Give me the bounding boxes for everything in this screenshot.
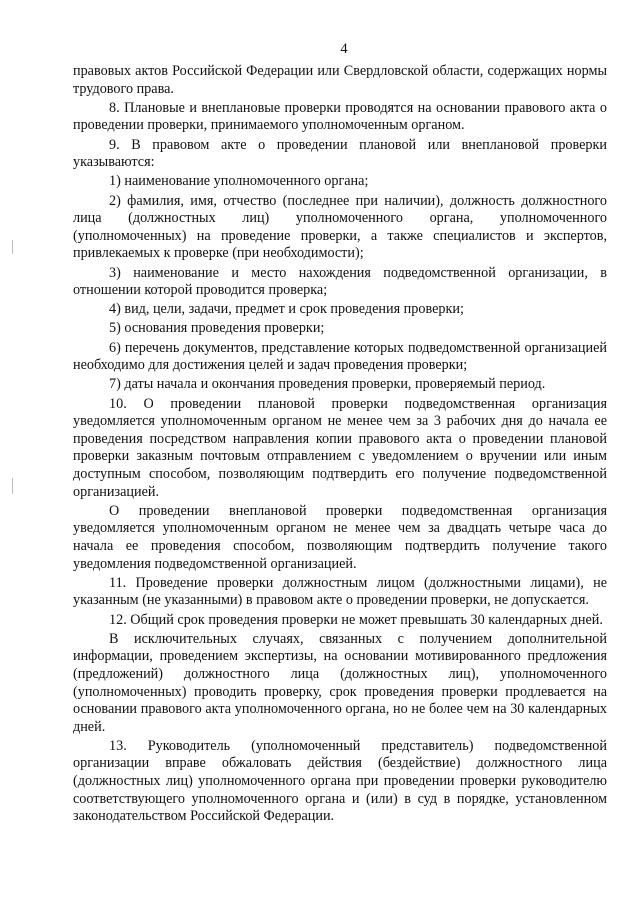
- paragraph-continuation: правовых актов Российской Федерации или Свердловской области, содержащих нормы трудового права.: [73, 63, 607, 97]
- list-item-4: 4) вид, цели, задачи, предмет и срок проведения проверки;: [109, 301, 464, 318]
- paragraph-item-13: 13. Руководитель (уполномоченный представитель) подведомственной организации вправе обжаловать действия (бездействие) должностного лица (должностных лиц) уполномоченного органа при проведении проверки руководителю соответствующего уполномоченного органа и (или) в суд в порядке, установленном законодательством Российской Федерации.: [73, 737, 607, 825]
- margin-mark: [12, 240, 13, 254]
- document-body: [73, 63, 607, 826]
- paragraph-item-10: 10. О проведении плановой проверки подведомственная организация уведомляется уполномоченным органом не менее чем за 3 рабочих дня до начала ее проведения посредством направления копии правового акта о проведении плановой проверки заказным почтовым отправлением с уведомлением о вручении или иным доступным способом, позволяющим подтвердить его получение подведомственной организацией.: [73, 395, 607, 500]
- list-item-2: 2) фамилия, имя, отчество (последнее при наличии), должность должностного лица (должностных лиц) уполномоченного органа, уполномоченного (уполномоченных) на проведение проверки, а также специалистов и экспертов, привлекаемых к проверке (при необходимости);: [73, 192, 607, 262]
- paragraph-item-8: 8. Плановые и внеплановые проверки проводятся на основании правового акта о проведении проверки, принимаемого уполномоченным органом.: [73, 99, 607, 134]
- list-item-7: 7) даты начала и окончания проведения проверки, проверяемый период.: [109, 376, 546, 393]
- list-item-3: 3) наименование и место нахождения подведомственной организации, в отношении которой проводится проверка;: [73, 264, 607, 299]
- list-item-6: 6) перечень документов, представление которых подведомственной организацией необходимо для достижения целей и задач проведения проверки;: [73, 339, 607, 374]
- list-item-5: 5) основания проведения проверки;: [109, 320, 325, 337]
- list-item-1: 1) наименование уполномоченного органа;: [109, 173, 369, 190]
- paragraph-item-9: 9. В правовом акте о проведении плановой или внеплановой проверки указываются:: [73, 136, 607, 171]
- paragraph-item-12: 12. Общий срок проведения проверки не может превышать 30 календарных дней.: [109, 611, 603, 628]
- paragraph-item-11: 11. Проведение проверки должностным лицом (должностными лицами), не указанным (не указанными) в правовом акте о проведении проверки, не допускается.: [73, 574, 607, 609]
- page-number: 4: [340, 41, 348, 57]
- margin-mark: [12, 478, 13, 494]
- paragraph-extension: В исключительных случаях, связанных с получением дополнительной информации, проведением экспертизы, на основании мотивированного предложения (предложений) должностного лица (должностных лиц), уполномоченного (уполномоченных) проводить проверку, срок проведения проверки продлевается на основании правового акта уполномоченного органа, но не более чем на 30 календарных дней.: [73, 630, 607, 735]
- paragraph-unplanned-notice: О проведении внеплановой проверки подведомственная организация уведомляется уполномоченным органом не менее чем за двадцать четыре часа до начала ее проведения способом, позволяющим подтвердить получение такого уведомления подведомственной организацией.: [73, 502, 607, 572]
